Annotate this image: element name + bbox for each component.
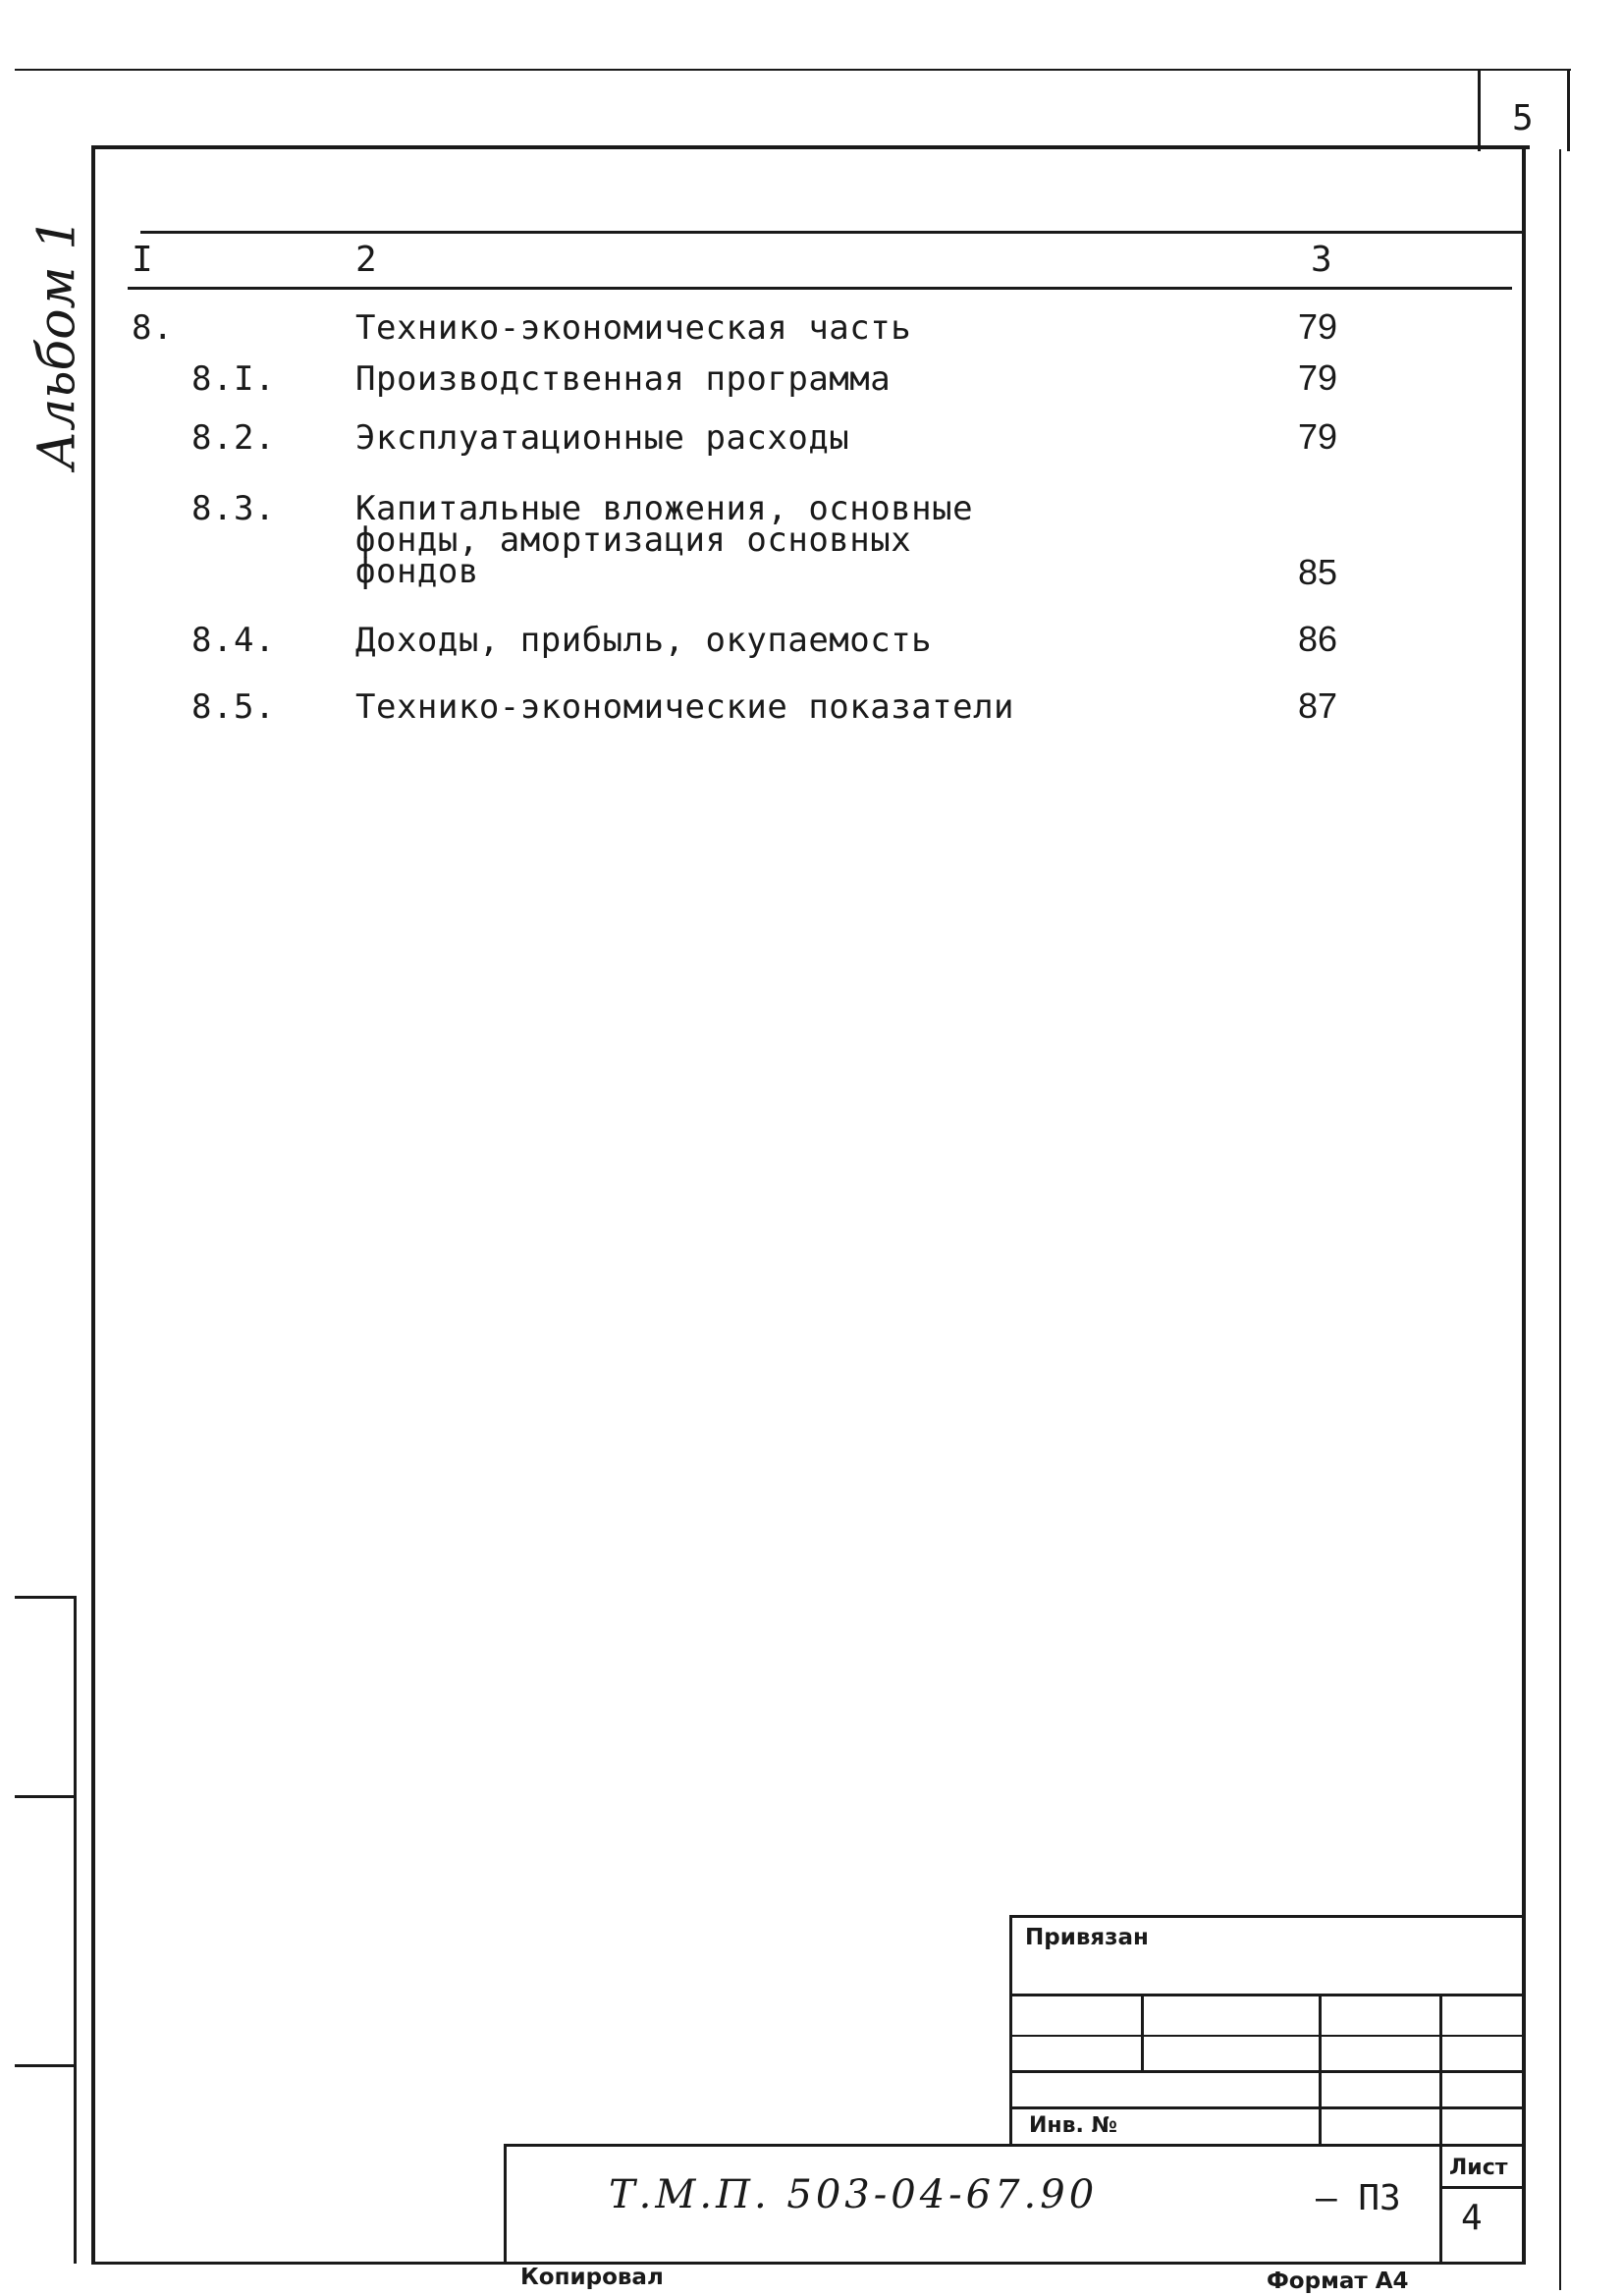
table-top-line <box>140 231 1522 234</box>
corner-box-right <box>1567 71 1570 151</box>
top-edge-line <box>15 69 1571 71</box>
toc-title-line: Капитальные вложения, основные <box>355 489 974 528</box>
frame-right <box>1522 145 1526 2264</box>
toc-page: 79 <box>1298 357 1338 398</box>
toc-page: 86 <box>1298 619 1338 659</box>
left-stamp-mid <box>15 1795 77 1798</box>
toc-number: 8.4. <box>191 621 276 660</box>
left-stamp-top <box>15 1596 77 1599</box>
toc-title-line: фондов <box>355 552 479 591</box>
left-stamp-low <box>15 2064 77 2067</box>
toc-title: Технико-экономическая часть <box>355 308 912 348</box>
corner-page-number: 5 <box>1512 98 1534 138</box>
toc-title: Производственная программа <box>355 359 892 399</box>
toc-title: Эксплуатационные расходы <box>355 418 850 458</box>
toc-page: 85 <box>1298 552 1338 592</box>
toc-number: 8.I. <box>191 359 276 399</box>
corner-box-left <box>1478 71 1481 151</box>
toc-title: Доходы, прибыль, окупаемость <box>355 621 933 660</box>
column-1-header: I <box>132 240 153 280</box>
sheet-label: Лист <box>1449 2156 1508 2180</box>
table-header-line <box>128 287 1512 290</box>
frame-top <box>91 145 1530 149</box>
document-suffix: – ПЗ <box>1316 2178 1401 2218</box>
copied-by-label: Копировал <box>520 2265 664 2290</box>
document-designation: Т.М.П. 503-04-67.90 <box>609 2172 1099 2217</box>
format-label: Формат А4 <box>1267 2269 1409 2294</box>
linked-label: Привязан <box>1025 1925 1149 1950</box>
toc-page: 79 <box>1298 416 1338 457</box>
sheet-number: 4 <box>1461 2198 1483 2238</box>
album-inscription: Альбом 1 <box>27 217 87 470</box>
frame-left <box>91 145 95 2264</box>
column-3-header: 3 <box>1311 240 1332 280</box>
column-2-header: 2 <box>355 240 377 280</box>
toc-number: 8.5. <box>191 687 276 727</box>
toc-page: 79 <box>1298 306 1338 347</box>
toc-title: Технико-экономические показатели <box>355 687 1015 727</box>
frame-outer-right <box>1559 149 1561 2290</box>
toc-title-line: фонды, амортизация основных <box>355 520 912 560</box>
left-stamp-vertical <box>74 1596 77 2264</box>
toc-number: 8.3. <box>191 489 276 528</box>
inventory-number-label: Инв. № <box>1029 2113 1118 2138</box>
toc-page: 87 <box>1298 685 1338 726</box>
toc-number: 8.2. <box>191 418 276 458</box>
toc-number: 8. <box>132 308 174 348</box>
